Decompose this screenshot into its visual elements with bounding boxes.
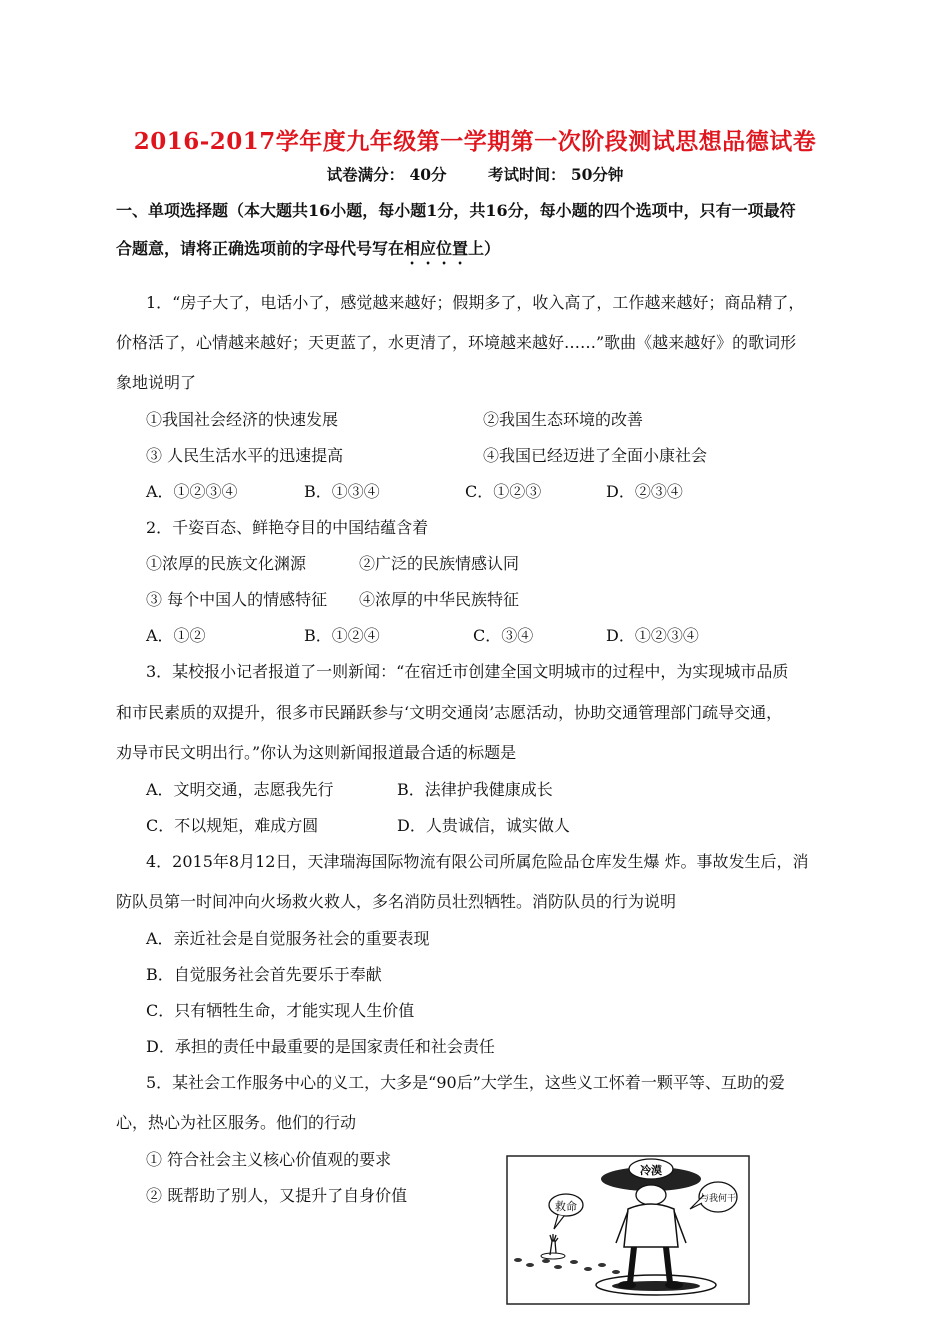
q2-option-c: C．③④ (473, 626, 534, 645)
section-heading-emphasis: 相应位置 (404, 239, 469, 258)
q1-statement-2: ②我国生态环境的改善 (483, 410, 644, 429)
section-heading-pre: 合题意，请将正确选项前的字母代号写在 (116, 239, 405, 258)
q5-cartoon (506, 1155, 750, 1305)
q4-option-c: C．只有牺牲生命，才能实现人生价值 (146, 1001, 415, 1020)
q3-stem-line3: 劝导市民文明出行。”你认为这则新闻报道最合适的标题是 (116, 743, 517, 762)
q3-option-b: B．法律护我健康成长 (397, 780, 553, 799)
q2-statement-1: ①浓厚的民族文化渊源 (146, 554, 307, 573)
q2-statement-3: ③ 每个中国人的情感特征 (146, 590, 328, 609)
q2-statement-2: ②广泛的民族情感认同 (359, 554, 520, 573)
q1-option-b: B．①③④ (304, 482, 380, 501)
q3-option-d: D．人贵诚信，诚实做人 (397, 816, 570, 835)
q5-stem-line1: 5．某社会工作服务中心的义工，大多是“90后”大学生，这些义工怀着一颗平等、互助的爱 (146, 1073, 785, 1092)
cartoon-illustration (506, 1155, 750, 1305)
q1-statement-4: ④我国已经迈进了全面小康社会 (483, 446, 708, 465)
q3-option-a: A．文明交通，志愿我先行 (146, 780, 334, 799)
q1-option-d: D．②③④ (606, 482, 683, 501)
q2-option-d: D．①②③④ (606, 626, 699, 645)
full-score: 试卷满分： 40分 (326, 165, 447, 184)
q1-stem-line3: 象地说明了 (116, 373, 197, 392)
q1-option-c: C．①②③ (465, 482, 542, 501)
q1-stem-line1: 1．“房子大了，电话小了，感觉越来越好；假期多了，收入高了，工作越来越好；商品精了， (146, 293, 805, 312)
q1-option-a: A．①②③④ (146, 482, 238, 501)
q2-statement-4: ④浓厚的中华民族特征 (359, 590, 520, 609)
exam-time: 考试时间： 50分钟 (487, 165, 624, 184)
q1-stem-line2: 价格活了，心情越来越好；天更蓝了，水更清了，环境越来越好……”歌曲《越来越好》的歌词形 (116, 333, 797, 352)
section-heading-line2 (116, 236, 500, 268)
section-heading-line1: 一、单项选择题（本大题共16小题，每小题1分，共16分，每小题的四个选项中，只有一项最符 (116, 201, 796, 220)
cartoon-hat-label: 冷漠 (640, 1164, 662, 1177)
q4-option-a: A．亲近社会是自觉服务社会的重要表现 (146, 929, 430, 948)
q5-statement-1: ① 符合社会主义核心价值观的要求 (146, 1150, 392, 1169)
q3-stem-line1: 3．某校报小记者报道了一则新闻：“在宿迁市创建全国文明城市的过程中，为实现城市品质 (146, 662, 789, 681)
q1-statement-1: ①我国社会经济的快速发展 (146, 410, 339, 429)
cartoon-bubble-right: 与我何干 (699, 1194, 737, 1204)
q5-statement-2: ② 既帮助了别人，又提升了自身价值 (146, 1186, 408, 1205)
exam-meta (0, 163, 950, 185)
q2-option-b: B．①②④ (304, 626, 380, 645)
q1-statement-3: ③ 人民生活水平的迅速提高 (146, 446, 344, 465)
q4-option-b: B．自觉服务社会首先要乐于奉献 (146, 965, 382, 984)
q4-option-d: D．承担的责任中最重要的是国家责任和社会责任 (146, 1037, 495, 1056)
q2-option-a: A．①② (146, 626, 206, 645)
q4-stem-line2: 防队员第一时间冲向火场救火救人，多名消防员壮烈牺牲。消防队员的行为说明 (116, 892, 677, 911)
q4-stem-line1: 4．2015年8月12日，天津瑞海国际物流有限公司所属危险品仓库发生爆 炸。事故发生后，消 (146, 852, 809, 871)
q3-stem-line2: 和市民素质的双提升，很多市民踊跃参与‘文明交通岗’志愿活动，协助交通管理部门疏导交通， (116, 703, 783, 722)
exam-title: 2016-2017学年度九年级第一学期第一次阶段测试思想品德试卷 (133, 128, 817, 155)
q5-stem-line2: 心，热心为社区服务。他们的行动 (116, 1113, 357, 1132)
q2-stem: 2．千姿百态、鲜艳夺目的中国结蕴含着 (146, 518, 429, 537)
q3-option-c: C．不以规矩，难成方圆 (146, 816, 319, 835)
cartoon-bubble-left: 救命 (555, 1200, 577, 1213)
section-heading-post: 上） (468, 239, 501, 258)
